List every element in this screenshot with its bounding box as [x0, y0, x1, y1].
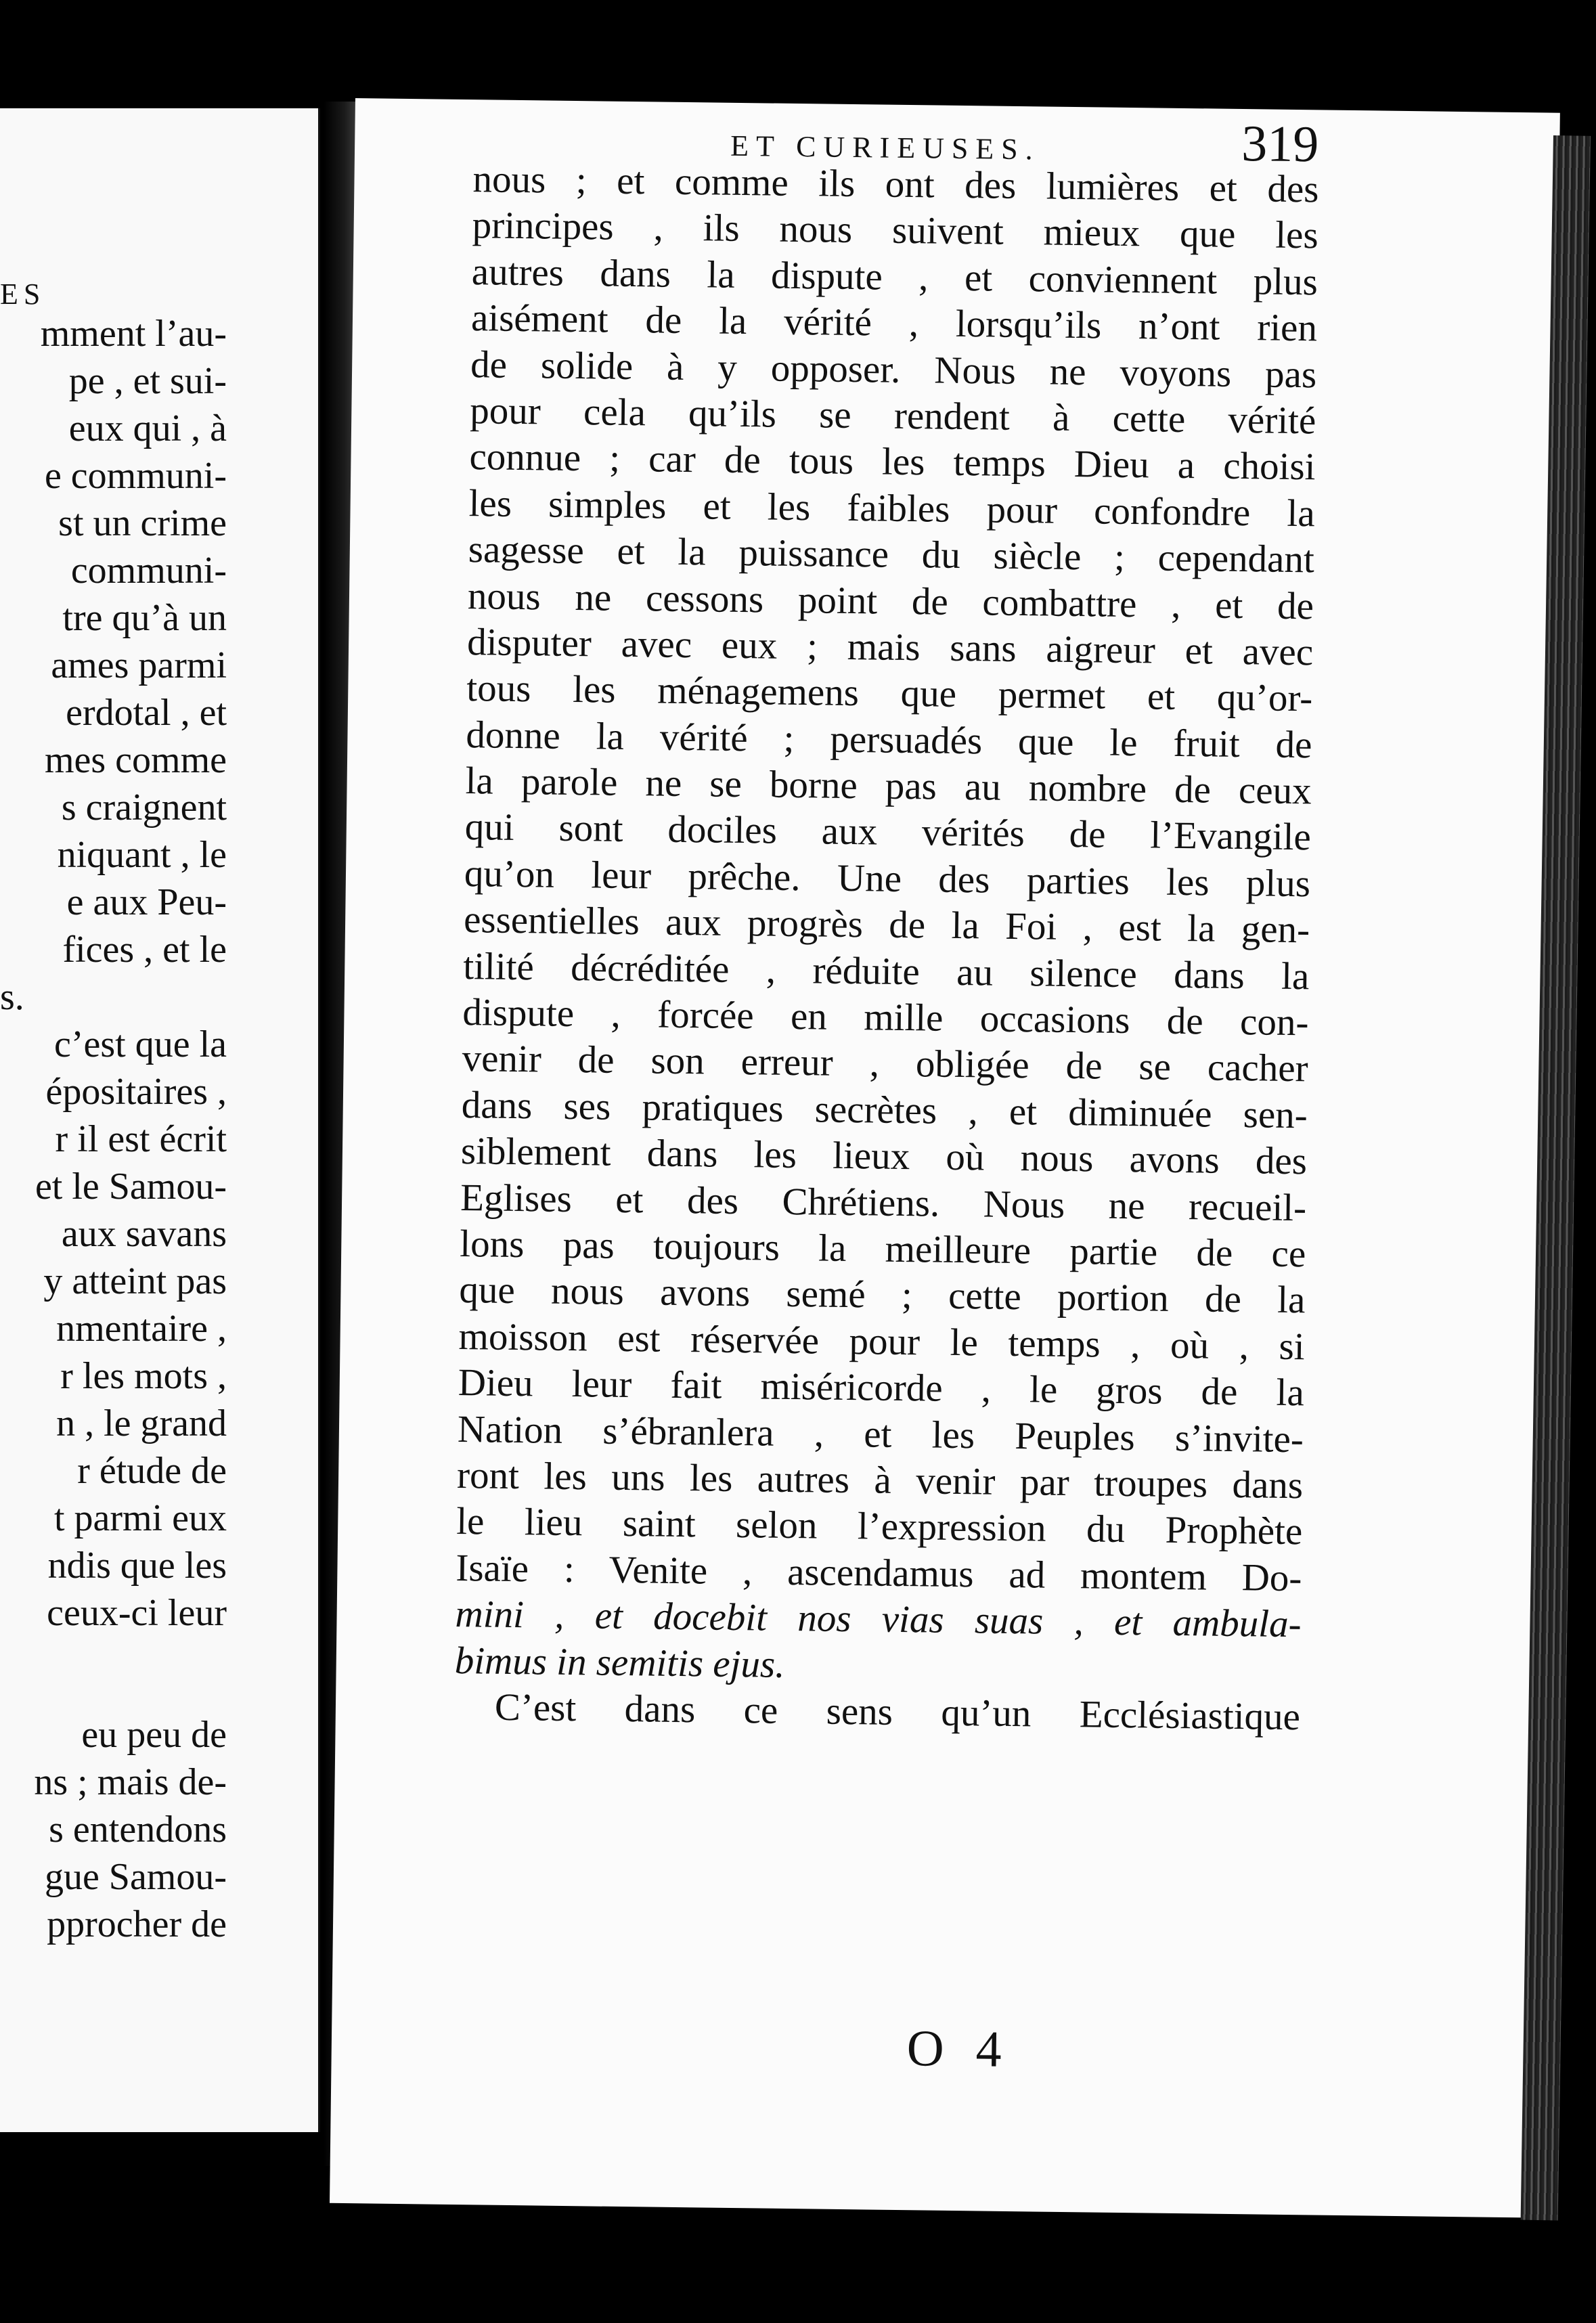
left-line: r il est écrit: [55, 1118, 227, 1160]
left-line: y atteint pas: [43, 1260, 227, 1302]
left-line: t parmi eux: [53, 1497, 227, 1539]
left-running-head: ES: [0, 278, 46, 311]
signature-mark: O 4: [906, 2020, 1012, 2079]
body-text: [454, 156, 1319, 1740]
left-line: st un crime: [58, 502, 227, 544]
text-line: essentielles aux progrès de la Foi , est la gen-: [463, 898, 1310, 952]
text-line: lons pas toujours la meilleure partie de ce: [459, 1222, 1306, 1276]
text-line: le lieu saint selon l’expression du Prophète: [456, 1500, 1303, 1553]
text-line: aisément de la vérité , lorsqu’ils n’ont rien: [470, 296, 1318, 350]
left-line: s.: [0, 976, 24, 1018]
text-line: autres dans la dispute , et conviennent plus: [471, 250, 1318, 304]
text-line: tilité décréditée , réduite au silence dans la: [462, 944, 1310, 998]
left-line: communi-: [70, 550, 227, 592]
text-line: sagesse et la puissance du siècle ; cependant: [468, 528, 1315, 581]
left-line: tre qu’à un: [62, 597, 227, 639]
text-line: nous ne cessons point de combattre , et de: [467, 574, 1314, 627]
text-line-latin-quote: bimus in semitis ejus.: [454, 1639, 785, 1686]
left-line: mment l’au-: [40, 313, 227, 355]
text-line: les simples et les faibles pour confondre la: [468, 481, 1315, 535]
left-line: gue Samou-: [44, 1856, 227, 1898]
left-line: aux savans: [61, 1213, 227, 1255]
left-line: r étude de: [77, 1450, 227, 1492]
text-line: siblement dans les lieux où nous avons des: [460, 1130, 1308, 1183]
text-line: ront les uns les autres à venir par troupes dans: [456, 1453, 1304, 1507]
text-line: disputer avec eux ; mais sans aigreur et avec: [466, 620, 1314, 674]
text-line: Dieu leur fait miséricorde , le gros de la: [458, 1361, 1305, 1415]
left-line: mes comme: [44, 739, 227, 781]
left-line: e aux Peu-: [66, 881, 227, 923]
left-line: erdotal , et: [66, 692, 227, 734]
left-line: pe , et sui-: [68, 360, 227, 402]
left-line: pprocher de: [47, 1903, 227, 1945]
text-line: donne la vérité ; persuadés que le fruit de: [466, 713, 1312, 767]
text-line: nous ; et comme ils ont des lumières et des: [472, 158, 1319, 211]
left-line: ames parmi: [51, 644, 227, 686]
text-line-latin-quote: mini , et docebit nos vias suas , et ambula-: [455, 1593, 1302, 1646]
text-line: Nation s’ébranlera , et les Peuples s’invite-: [457, 1407, 1304, 1461]
right-page: [330, 98, 1560, 2218]
page-number: 319: [1241, 115, 1319, 173]
text-line: dispute , forcée en mille occasions de con-: [462, 991, 1309, 1044]
left-line: s craignent: [61, 787, 227, 828]
text-line: connue ; car de tous les temps Dieu a choisi: [469, 435, 1316, 489]
text-line: qui sont dociles aux vérités de l’Evangile: [464, 805, 1312, 859]
left-line: n , le grand: [56, 1402, 227, 1444]
left-line: fices , et le: [62, 929, 227, 971]
text-line: de solide à y opposer. Nous ne voyons pas: [470, 342, 1317, 396]
left-line: niquant , le: [57, 834, 227, 876]
left-line: s entendons: [49, 1809, 227, 1851]
left-line: eux qui , à: [68, 407, 227, 449]
text-line: pour cela qu’ils se rendent à cette vérité: [469, 389, 1316, 443]
left-line: eu peu de: [81, 1714, 227, 1756]
left-line: ndis que les: [47, 1545, 227, 1587]
text-line: Eglises et des Chrétiens. Nous ne recueil-: [460, 1176, 1307, 1229]
text-line: que nous avons semé ; cette portion de la: [459, 1268, 1306, 1322]
text-line-latin-quote: Isaïe : Venite , ascendamus ad montem Do-: [456, 1546, 1302, 1599]
running-head: ET CURIEUSES.: [730, 129, 1041, 167]
text-line: qu’on leur prêche. Une des parties les plus: [464, 851, 1311, 906]
left-line: épositaires ,: [45, 1071, 227, 1113]
left-line: ceux-ci leur: [47, 1592, 227, 1634]
left-page-fragment: [0, 108, 320, 2132]
text-line: principes , ils nous suivent mieux que les: [472, 204, 1319, 257]
text-line: tous les ménagemens que permet et qu’or-: [466, 667, 1313, 720]
left-line: e communi-: [44, 455, 227, 497]
text-line-new-paragraph: C’est dans ce sens qu’un Ecclésiastique: [494, 1685, 1301, 1739]
left-line: c’est que la: [54, 1023, 227, 1065]
left-line: nmentaire ,: [56, 1308, 227, 1350]
text-line: dans ses pratiques secrètes , et diminuée sen-: [461, 1083, 1308, 1137]
left-line: et le Samou-: [35, 1166, 227, 1208]
text-line: venir de son erreur , obligée de se cacher: [462, 1037, 1308, 1090]
left-line: r les mots ,: [60, 1355, 227, 1397]
left-line: ns ; mais de-: [34, 1761, 227, 1803]
text-line: moisson est réservée pour le temps , où , si: [458, 1314, 1305, 1369]
text-line: la parole ne se borne pas au nombre de ceux: [465, 759, 1312, 813]
